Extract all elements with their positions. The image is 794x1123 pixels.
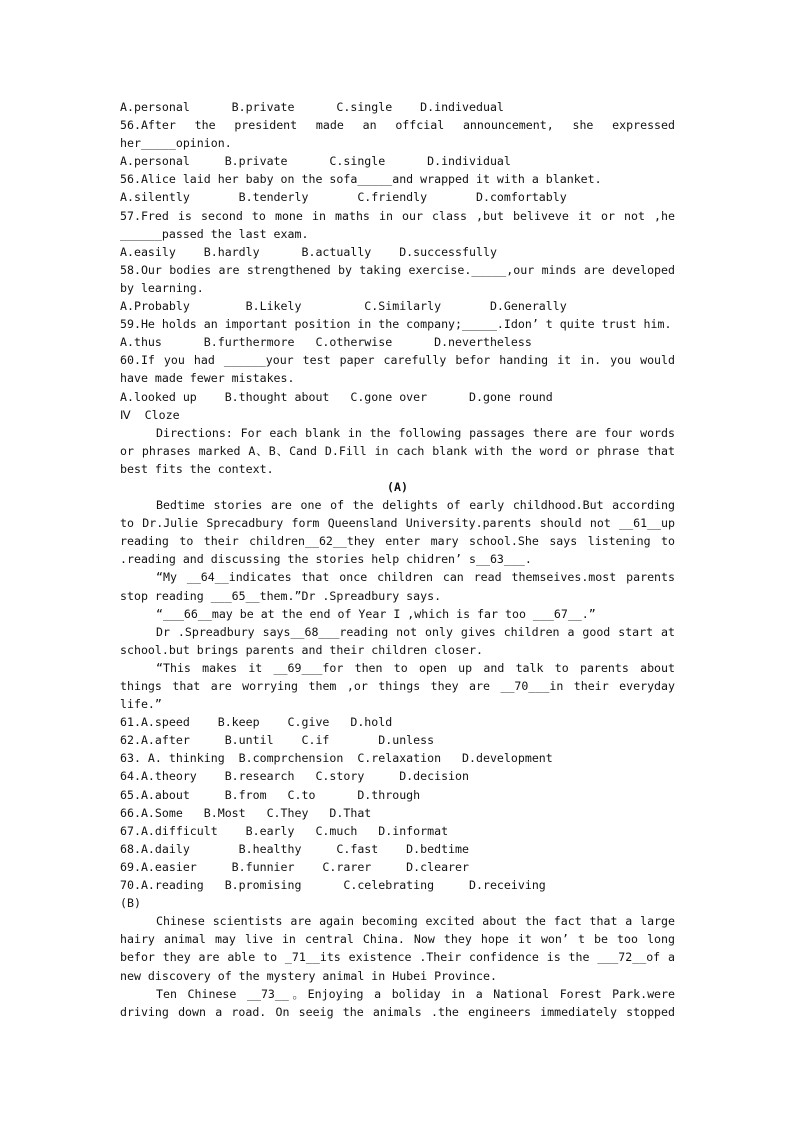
text-line: to Dr.Julie Sprecadbury form Queensland University.parents should not __61__up — [120, 516, 675, 531]
text-line: or phrases marked A、B、Cand D.Fill in cach blank with the word or phrase that — [120, 443, 675, 458]
text-line: A.looked up B.thought about C.gone over D.gone round — [120, 389, 553, 404]
text-line: hairy animal may live in central China. Now they hope it won’ t be too long — [120, 932, 675, 947]
text-line: 56.After the president made an offcial announcement, she expressed — [120, 118, 675, 133]
text-line: 57.Fred is second to mone in maths in our class ,but beliveve it or not ,he — [120, 208, 675, 223]
text-line: A.personal B.private C.single D.individual — [120, 154, 511, 169]
text-line: by learning. — [120, 280, 204, 295]
text-line: “My __64__indicates that once children can read themseives.most parents — [156, 570, 675, 585]
text-line: have made fewer mistakes. — [120, 371, 295, 386]
text-line: Ten Chinese __73__。Enjoying a boliday in a National Forest Park.were — [156, 986, 675, 1001]
text-line: 58.Our bodies are strengthened by taking exercise._____,our minds are developed — [120, 262, 675, 277]
text-line: “___66__may be at the end of Year I ,which is far too ___67__.” — [156, 606, 596, 621]
text-line: .reading and discussing the stories help chidren’ s__63___. — [120, 552, 532, 567]
text-line: A.thus B.furthermore C.otherwise D.nevertheless — [120, 335, 532, 350]
text-line: 63. A. thinking B.comprchension C.relaxation D.development — [120, 751, 553, 766]
text-line: 69.A.easier B.funnier C.rarer D.clearer — [120, 859, 470, 874]
text-line: 60.If you had ______your test paper carefully befor handing it in. you would — [120, 353, 675, 368]
text-line: driving down a road. On seeig the animals .the engineers immediately stopped — [120, 1004, 675, 1019]
text-line: A.personal B.private C.single D.indivedual — [120, 100, 504, 114]
text-line: Directions: For each blank in the following passages there are four words — [156, 425, 675, 440]
text-line: Dr .Spreadbury says__68___reading not only gives children a good start at — [156, 624, 675, 639]
text-line: befor they are able to _71__its existence .Their confidence is the ___72__of a — [120, 950, 675, 965]
text-line: 68.A.daily B.healthy C.fast D.bedtime — [120, 841, 470, 856]
text-line: A.easily B.hardly B.actually D.successfully — [120, 244, 497, 259]
text-line: her_____opinion. — [120, 136, 232, 151]
text-line: 62.A.after B.until C.if D.unless — [120, 733, 435, 748]
text-line: 65.A.about B.from C.to D.through — [120, 787, 421, 802]
text-line: 61.A.speed B.keep C.give D.hold — [120, 715, 393, 730]
text-line: Chinese scientists are again becoming excited about the fact that a large — [156, 914, 675, 929]
text-line: (A) — [387, 479, 408, 494]
text-line: 67.A.difficult B.early C.much D.informat — [120, 823, 449, 838]
text-line: Bedtime stories are one of the delights of early childhood.But according — [156, 498, 675, 513]
text-line: “This makes it __69___for then to open up and talk to parents about — [156, 660, 675, 675]
text-line: reading to their children__62__they enter mary school.She says listening to — [120, 534, 675, 549]
text-line: A.silently B.tenderly C.friendly D.comfortably — [120, 190, 567, 205]
text-line: life.” — [120, 697, 162, 712]
text-line: things that are worrying them ,or things they are __70___in their everyday — [120, 679, 675, 693]
text-line: 70.A.reading B.promising C.celebrating D.receiving — [120, 878, 546, 893]
text-line: best fits the context. — [120, 461, 274, 476]
text-line: 56.Alice laid her baby on the sofa_____and wrapped it with a blanket. — [120, 172, 602, 187]
text-line: 66.A.Some B.Most C.They D.That — [120, 805, 372, 820]
text-line: ______passed the last exam. — [120, 226, 309, 241]
text-line: 59.He holds an important position in the company;_____.Idon’ t quite trust him. — [120, 317, 672, 332]
text-line: Ⅳ Cloze — [120, 407, 180, 422]
text-line: school.but brings parents and their children closer. — [120, 642, 483, 657]
text-line: stop reading ___65__them.”Dr .Spreadbury says. — [120, 588, 442, 603]
text-line: 64.A.theory B.research C.story D.decision — [120, 769, 470, 784]
text-line: A.Probably B.Likely C.Similarly D.Generally — [120, 299, 567, 314]
text-line: new discovery of the mystery animal in Hubei Province. — [120, 968, 497, 983]
text-line: (B) — [120, 896, 141, 911]
document-page — [120, 98, 675, 1021]
